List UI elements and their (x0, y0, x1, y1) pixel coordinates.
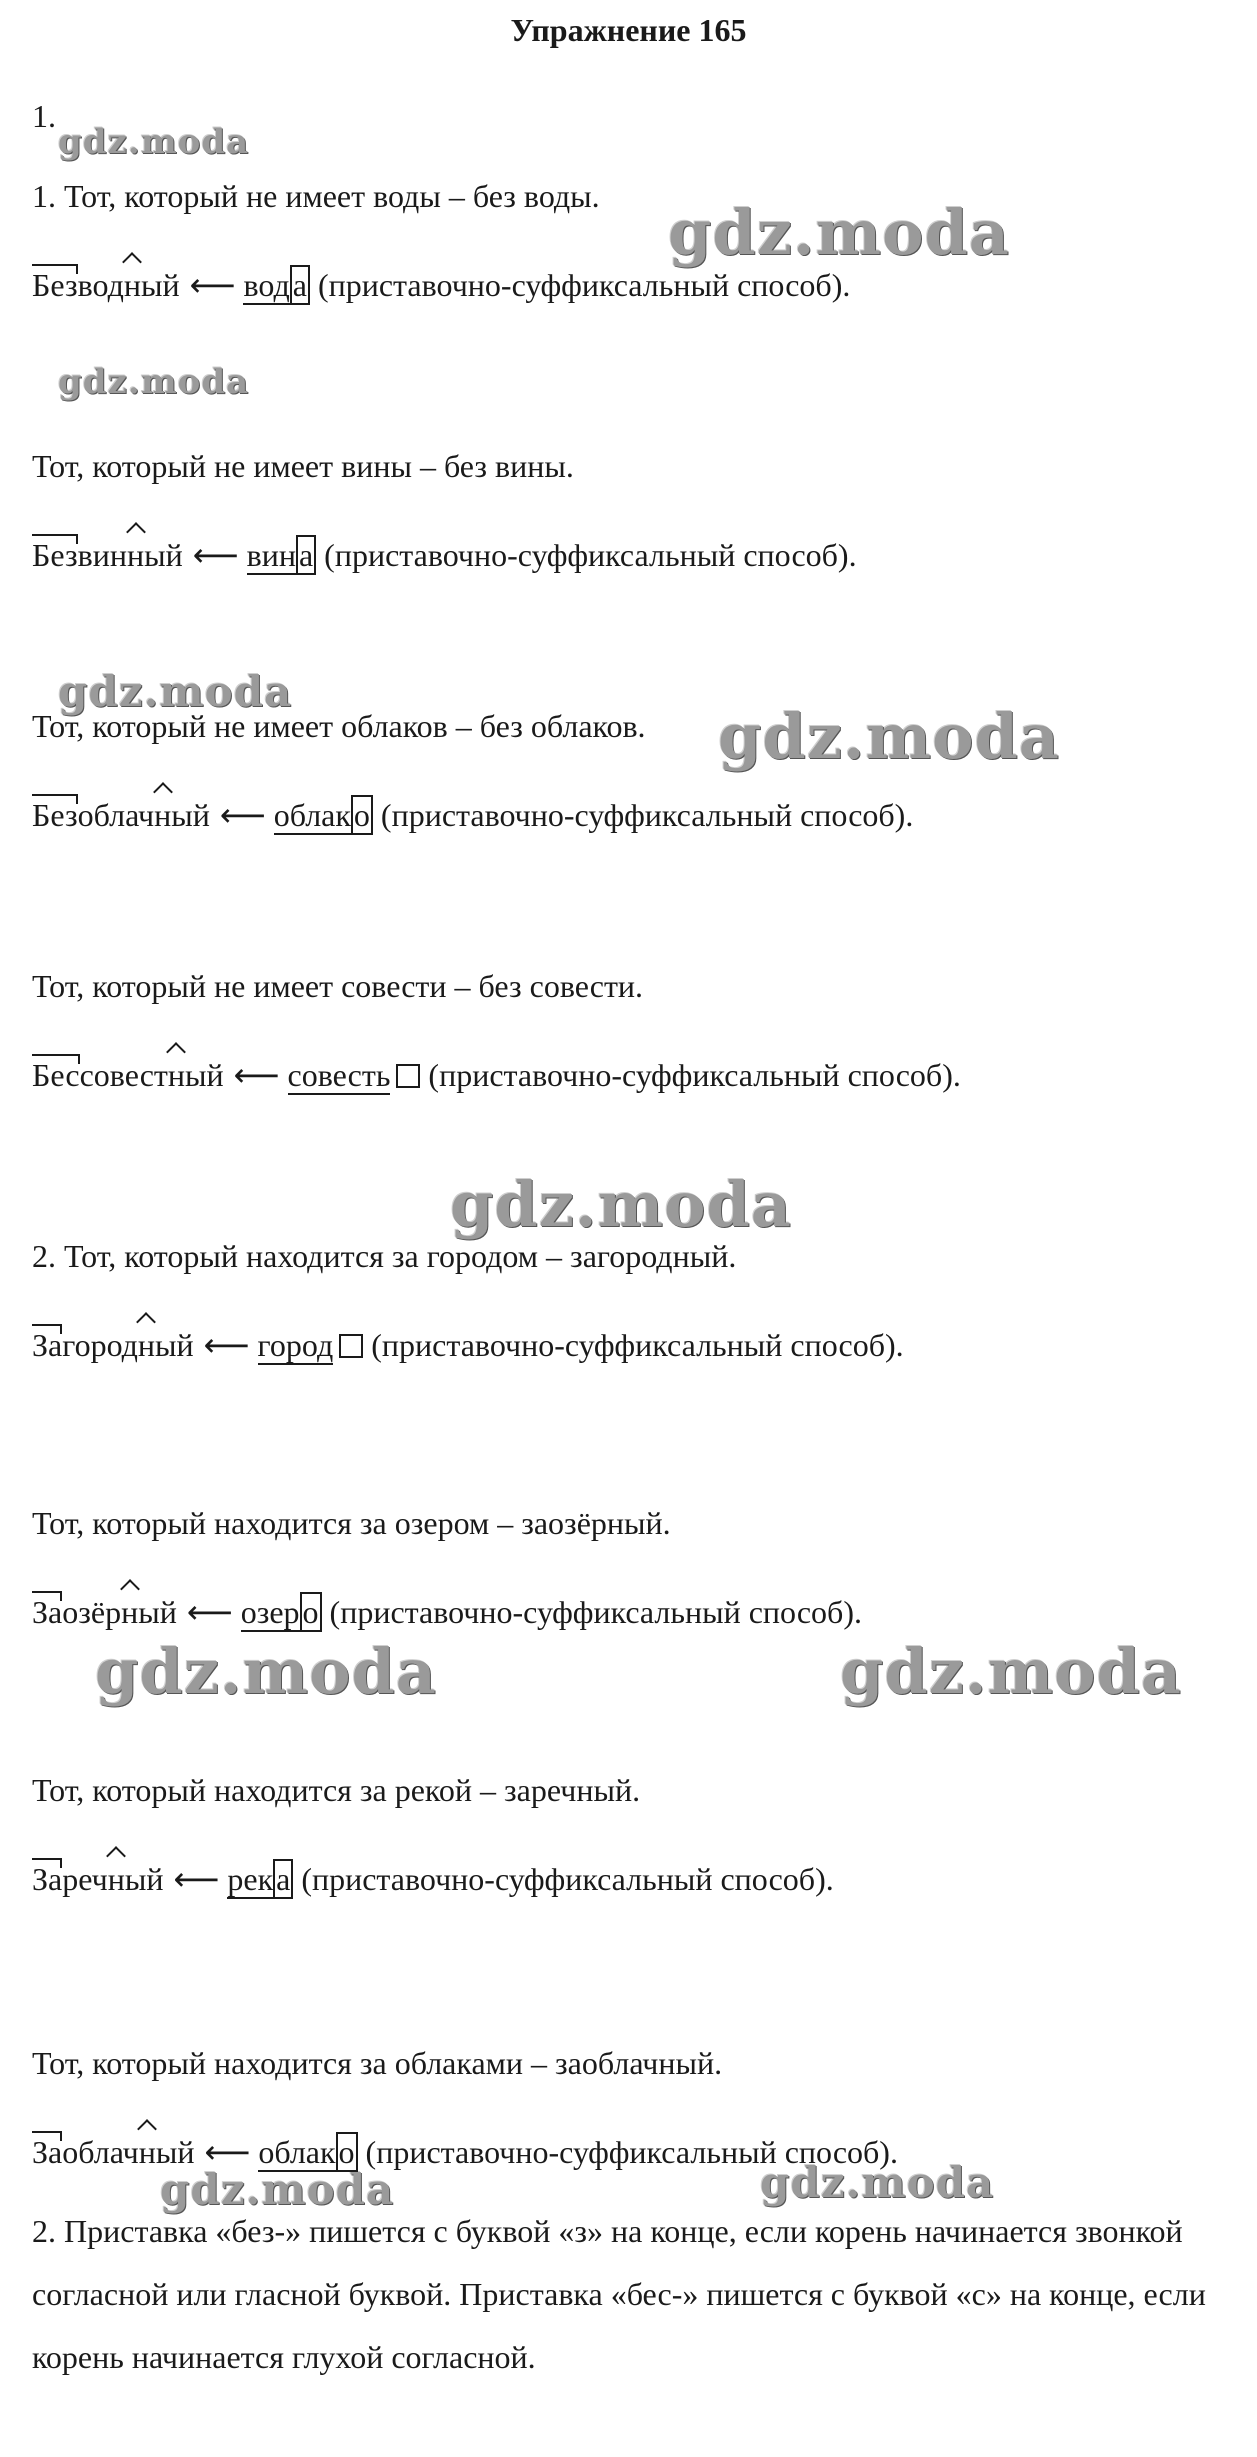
formation-method: (приставочно-суффиксальный способ). (365, 2134, 898, 2170)
word-derivation (32, 536, 857, 574)
watermark: gdz.moda (450, 1168, 792, 1241)
zero-ending-icon (339, 1334, 363, 1358)
word-suffix: н (167, 1057, 186, 1093)
part-two-explanation: 2. Приставка «без-» пишется с буквой «з» на конце, если корень начинается звонкой согласной или гласной буквой. Приставка «бес-» пишется с буквой «с» на конце, если корень начинается глухой согласной. (32, 2213, 1206, 2375)
watermark: gdz.moda (58, 667, 293, 716)
word-prefix: Без (32, 537, 78, 573)
formation-method: (приставочно-суффиксальный способ). (301, 1861, 834, 1897)
definition-sentence: 1. Тот, который не имеет воды – без воды. (32, 178, 600, 214)
word-derivation (32, 796, 913, 834)
definition-sentence: Тот, который не имеет совести – без совести. (32, 968, 644, 1004)
definition-sentence: Тот, который находится за облаками – заоблачный. (32, 2045, 723, 2081)
watermark: gdz.moda (160, 2165, 395, 2214)
word-root: совест (79, 1057, 168, 1093)
word-root: вод (77, 267, 124, 303)
zero-ending-icon (396, 1064, 420, 1088)
word-suffix: н (123, 267, 141, 303)
source-ending: а (273, 1859, 293, 1899)
word-ending: ый (138, 1594, 177, 1630)
word-prefix: За (32, 2134, 63, 2170)
source-root: вод (243, 267, 290, 303)
formation-method: (приставочно-суффиксальный способ). (371, 1327, 904, 1363)
derivation-arrow-icon: ⟵ (233, 1056, 280, 1094)
exercise-title: Упражнение 165 (510, 12, 747, 48)
word-derivation (32, 1593, 862, 1631)
source-ending: а (296, 535, 316, 575)
word-derivation (32, 1860, 834, 1898)
watermark: gdz.moda (760, 2158, 995, 2207)
word-derivation (32, 2133, 898, 2171)
definition-sentence: Тот, который не имеет вины – без вины. (32, 448, 574, 484)
watermark: gdz.moda (58, 122, 250, 162)
word-prefix: За (32, 1594, 63, 1630)
word-suffix: н (126, 537, 145, 573)
word-prefix: Бес (32, 1057, 80, 1093)
word-root: облач (77, 797, 155, 833)
source-root: облак (273, 797, 351, 833)
word-ending: ый (155, 2134, 195, 2170)
derivation-arrow-icon: ⟵ (203, 1326, 250, 1364)
word-prefix: За (32, 1327, 63, 1363)
source-ending: а (290, 265, 310, 305)
word-prefix: За (32, 1861, 63, 1897)
source-root: облак (258, 2134, 336, 2170)
source-ending: о (300, 1592, 322, 1632)
word-suffix: н (121, 1594, 139, 1630)
watermark: gdz.moda (840, 1635, 1182, 1708)
word-ending: ый (140, 267, 180, 303)
watermark: gdz.moda (668, 196, 1010, 269)
word-suffix: н (107, 1861, 125, 1897)
formation-method: (приставочно-суффиксальный способ). (317, 267, 851, 303)
source-root: вин (246, 537, 296, 573)
derivation-arrow-icon: ⟵ (189, 266, 236, 304)
formation-method: (приставочно-суффиксальный способ). (324, 537, 857, 573)
source-ending: о (336, 2132, 358, 2172)
source-root: совесть (287, 1057, 391, 1093)
word-root: город (62, 1327, 138, 1363)
part-one-label: 1. (32, 98, 56, 134)
word-root: реч (62, 1861, 108, 1897)
word-derivation (32, 1326, 904, 1364)
watermark: gdz.moda (718, 700, 1060, 773)
watermark: gdz.moda (58, 362, 250, 402)
formation-method: (приставочно-суффиксальный способ). (380, 797, 914, 833)
word-root: вин (77, 537, 127, 573)
word-derivation (32, 1056, 961, 1094)
source-ending: о (351, 795, 373, 835)
derivation-arrow-icon: ⟵ (186, 1593, 233, 1631)
word-derivation (32, 266, 850, 304)
derivation-arrow-icon: ⟵ (219, 796, 266, 834)
definition-sentence: Тот, который находится за озером – заозёрный. (32, 1505, 671, 1541)
formation-method: (приставочно-суффиксальный способ). (329, 1594, 862, 1630)
word-ending: ый (124, 1861, 164, 1897)
derivation-arrow-icon: ⟵ (204, 2133, 251, 2171)
word-prefix: Без (32, 267, 78, 303)
word-suffix: н (137, 1327, 156, 1363)
word-ending: ый (185, 1057, 224, 1093)
definition-sentence: Тот, который находится за рекой – заречный. (32, 1772, 641, 1808)
word-ending: ый (144, 537, 183, 573)
formation-method: (приставочно-суффиксальный способ). (428, 1057, 961, 1093)
derivation-arrow-icon: ⟵ (192, 536, 239, 574)
watermark: gdz.moda (95, 1635, 437, 1708)
definition-sentence: Тот, который не имеет облаков – без облаков. (32, 708, 646, 744)
word-root: озёр (62, 1594, 122, 1630)
word-prefix: Без (32, 797, 78, 833)
word-suffix: н (138, 2134, 156, 2170)
word-suffix: н (154, 797, 172, 833)
source-root: рек (227, 1861, 274, 1897)
derivation-arrow-icon: ⟵ (173, 1860, 220, 1898)
word-ending: ый (171, 797, 210, 833)
source-root: город (257, 1327, 334, 1363)
definition-sentence: 2. Тот, который находится за городом – загородный. (32, 1238, 737, 1274)
word-ending: ый (155, 1327, 194, 1363)
source-root: озер (240, 1594, 300, 1630)
word-root: облач (62, 2134, 139, 2170)
